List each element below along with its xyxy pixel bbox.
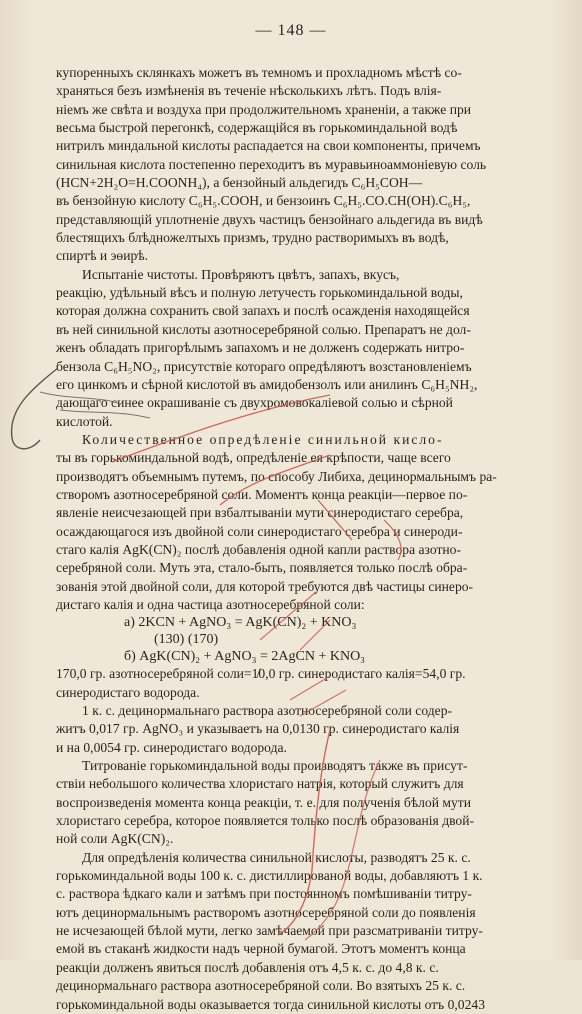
page-number: — 148 — [255,22,327,39]
text-line: которая должна сохранить свой запахъ и послѣ осажденія находящейся [56,303,470,319]
text-line: Титрованіе горькоминдальной воды производятъ также въ присут- [82,758,468,774]
text-line: серебряной соли. Муть эта, стало-быть, появляется только послѣ обра- [56,560,468,576]
section-heading-purity: Испытаніе чистоты. Провѣряютъ цвѣтъ, запахъ, вкусъ, [82,266,400,282]
text-line: синильная кислота постепенно переходитъ въ муравьиноаммоніевую соль [56,156,487,172]
equation-a: а) 2KCN + AgNO₃ = AgK(CN)₂ + KNO₃ [124,615,357,631]
text-line: житъ 0,017 гр. AgNO₃ и указываетъ на 0,0130 гр. синеродистаго калія [56,721,460,737]
text-line: реакцію, удѣльный вѣсъ и полную летучесть горькоминдальной воды, [56,285,463,301]
text-line: кислотой. [56,413,113,429]
text-line: горькоминдальной воды 100 к. с. дистиллированой воды, добавляютъ 1 к. [56,868,483,884]
text-line: хлористаго серебра, которое появляется только послѣ образованія двой- [56,813,475,829]
text-line: въ ней синильной кислоты азотносеребряной солью. Препаратъ не дол- [56,321,471,337]
section-heading-quantitative: Количественное опредѣленіе синильной кисло- [82,431,444,447]
text-line: его цинкомъ и сѣрной кислотой въ амидобензолъ или анилинъ C₆H₅NH₂, [56,376,478,392]
text-line: с. раствора ѣдкаго кали и затѣмъ при постоянномъ помѣшиваніи титру- [56,886,472,902]
text-line: ютъ децинормальнымъ растворомъ азотносеребряной соли до появленія [56,904,476,920]
text-line: ніемъ же свѣта и воздуха при продолжительномъ храненіи, а также при [56,101,472,117]
text-line: храняться безъ измѣненія въ теченіе нѣсколькихъ лѣтъ. Подъ влія- [56,83,442,99]
text-line: ты въ горькоминдальной водѣ, опредѣленіе ея крѣпости, чаще всего [56,450,451,466]
text-line: женъ обладать пригорѣлымъ запахомъ и не долженъ содержать нитро- [56,340,465,356]
text-line: весьма быстрой перегонкѣ, содержащійся въ горькоминдальной водѣ [56,120,458,136]
text-line: децинормальнаго раствора азотносеребряной соли. Во взятыхъ 25 к. с. [56,978,466,994]
text-line: дистаго калія и одна частица азотносеребряной соли: [56,596,365,612]
text-line: воспроизведенія момента конца реакціи, т. е. для полученія бѣлой мути [56,794,472,810]
text-line: спиртѣ и эѳирѣ. [56,248,149,264]
text-line: ной соли AgK(CN)₂. [56,831,174,847]
page-body [56,64,544,1014]
equation-a-weights: (130) (170) [154,632,219,648]
text-line: горькоминдальной воды оказывается тогда синильной кислоты отъ 0,0243 [56,996,485,1012]
text-line: зованія этой двойной соли, для которой требуются двѣ частицы синеро- [56,578,474,594]
text-line: представляющій уплотненіе двухъ частицъ бензойнаго альдегида въ видѣ [56,211,483,227]
text-line: нитрилъ миндальной кислоты распадается на свои компоненты, причемъ [56,138,481,154]
text-line: и на 0,0054 гр. синеродистаго водорода. [56,739,287,755]
text-line: 1 к. с. децинормальнаго раствора азотносеребряной соли содер- [82,703,453,718]
text-line: въ бензойную кислоту C₆H₅.COOH, и бензоинъ C₆H₅.CO.CH(OH).C₆H₅, [56,193,471,209]
text-line: стаго калія AgK(CN)₂ послѣ добавленія одной капли раствора азотно- [56,541,461,557]
text-line: блестящихъ блѣдножелтыхъ призмъ, трудно растворимыхъ въ водѣ, [56,230,449,246]
text-line: производятъ объемнымъ путемъ, по способу Либиха, децинормальнымъ ра- [56,468,497,484]
text-line: створомъ азотносеребряной соли. Моментъ конца реакціи—первое по- [56,486,468,502]
text-line: 170,0 гр. азотносеребряной соли=1̸0,0 гр. синеродистаго калія=54,0 гр. [56,666,466,682]
text-line: осаждающагося изъ двойной соли синеродистаго серебра и синероди- [56,523,463,539]
text-line: ствіи небольшого количества хлористаго натрія, который служитъ для [56,776,464,792]
text-line: реакціи долженъ явиться послѣ добавленія отъ 4,5 к. с. до 4,8 к. с. [56,959,439,975]
text-line: явленіе неисчезающей при взбалтываніи мути синеродистаго серебра, [56,505,464,521]
text-line: не исчезающей бѣлой мути, легко замѣчаемой при разсматриваніи титру- [56,923,483,939]
text-line: бензола C₆H₅NO₂, присутствіе котораго опредѣляютъ возстановленіемъ [56,358,472,374]
equation-b: б) AgK(CN)₂ + AgNO₃ = 2AgCN + KNO₃ [124,649,366,665]
text-line: купоренныхъ склянкахъ можетъ въ темномъ и прохладномъ мѣстѣ со- [56,65,462,80]
text-line: синеродистаго водорода. [56,684,200,700]
text-line: Для опредѣленія количества синильной кислоты, разводятъ 25 к. с. [82,849,471,865]
pencil-bracket-mark [12,368,58,449]
text-line: (HCN+2H₂O=H.COONH₄), а бензойный альдегидъ C₆H₅COH— [56,175,423,191]
text-line: емой въ стаканѣ жидкости надъ черной бумагой. Этотъ моментъ конца [56,941,466,957]
text-line: дающаго синее окрашиваніе съ двухромовокаліевой солью и сѣрной [56,395,453,411]
